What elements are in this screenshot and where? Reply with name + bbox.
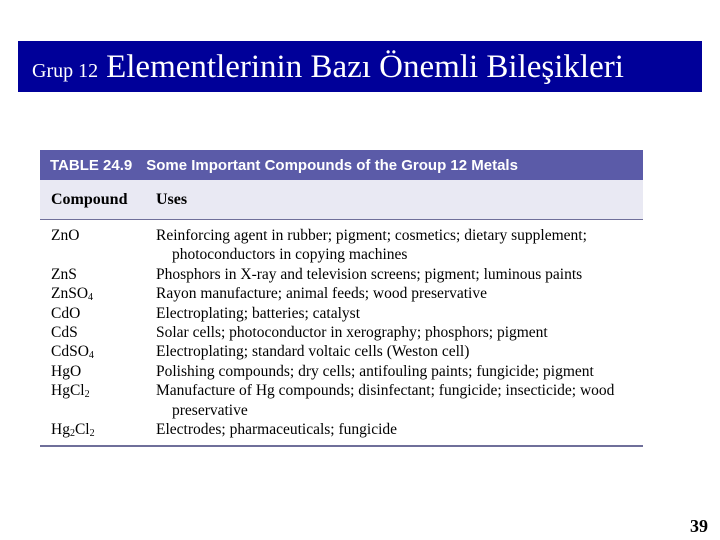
table-body [40, 220, 643, 447]
page-number: 39 [690, 516, 708, 536]
table-row [40, 265, 643, 284]
header-compound: Compound [51, 190, 128, 208]
compound-formula: ZnO [51, 227, 80, 244]
header-uses: Uses [156, 190, 188, 208]
compound-formula: ZnSO$_4$ [51, 285, 94, 304]
slide-title-prefix: Grup 12 [32, 60, 99, 82]
table-row [40, 342, 643, 361]
slide-title: Elementlerinin Bazı Önemli Bileşikleri [106, 49, 624, 85]
compound-formula: CdS [51, 324, 78, 342]
table-row [40, 420, 643, 439]
compound-uses: Electroplating; standard voltaic cells (Weston cell) [156, 343, 470, 361]
compound-formula: HgCl$_2$ [51, 382, 90, 401]
table-number: TABLE 24.9 [50, 156, 133, 174]
table-header [40, 180, 643, 220]
table-caption-text: Some Important Compounds of the Group 12 Metals [146, 156, 518, 174]
compounds-table [40, 150, 643, 447]
compound-uses: Electroplating; batteries; catalyst [156, 304, 361, 322]
compound-formula: HgO [51, 362, 82, 380]
slide-title-bar [18, 41, 702, 92]
compound-formula: CdSO$_4$ [51, 343, 94, 362]
table-row [40, 226, 643, 265]
table-caption [40, 150, 643, 180]
table-row [40, 381, 643, 420]
compound-uses: Reinforcing agent in rubber; pigment; cosmetics; dietary supplement; photoconductors in copying machines [156, 227, 587, 264]
table-row [40, 362, 643, 381]
compound-uses: Electrodes; pharmaceuticals; fungicide [156, 421, 398, 439]
table-row [40, 284, 643, 303]
compound-uses: Rayon manufacture; animal feeds; wood preservative [156, 285, 487, 303]
compound-uses: Solar cells; photoconductor in xerography; phosphors; pigment [156, 324, 548, 342]
compound-uses: Polishing compounds; dry cells; antifouling paints; fungicide; pigment [156, 362, 594, 380]
table-row [40, 323, 643, 342]
compound-uses: Phosphors in X-ray and television screens; pigment; luminous paints [156, 265, 583, 283]
compound-uses: Manufacture of Hg compounds; disinfectant; fungicide; insecticide; wood preservative [156, 382, 615, 419]
compound-formula: ZnS [51, 265, 77, 283]
compound-formula: $Hg_2Cl_2$ [51, 421, 95, 440]
table-row [40, 304, 643, 323]
compound-formula: CdO [51, 304, 81, 322]
